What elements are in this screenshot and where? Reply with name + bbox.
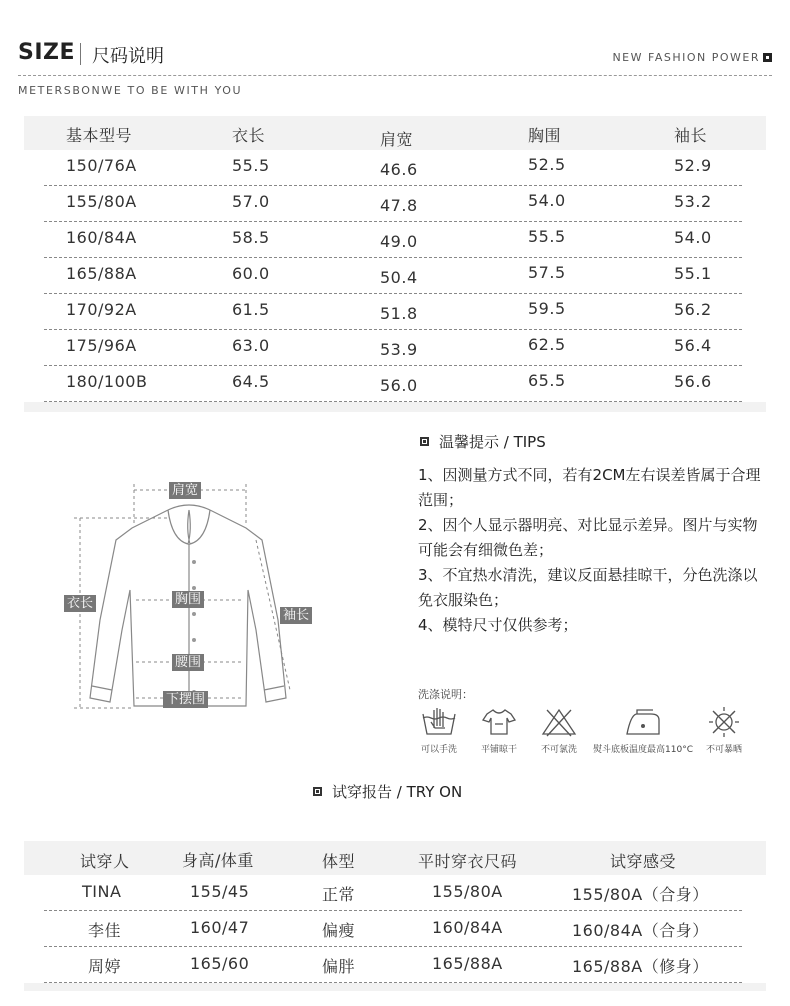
col-header-model: 基本型号 bbox=[66, 126, 133, 145]
size-table-body bbox=[24, 150, 766, 402]
iron-icon bbox=[623, 706, 663, 738]
table-row bbox=[24, 150, 766, 186]
wash-item-flat-dry bbox=[474, 706, 524, 755]
cell-shoulder: 51.8 bbox=[380, 304, 418, 323]
col-header-height-weight: 身高/体重 bbox=[182, 851, 254, 870]
cell-chest: 54.0 bbox=[528, 191, 566, 210]
tryon-table-body bbox=[24, 875, 766, 983]
cell-usual-size: 160/84A bbox=[432, 918, 503, 937]
cell-sleeve: 56.2 bbox=[674, 300, 712, 319]
cell-model: 180/100B bbox=[66, 372, 148, 391]
cell-chest: 65.5 bbox=[528, 371, 566, 390]
title-divider bbox=[80, 43, 81, 65]
cell-length: 63.0 bbox=[232, 336, 270, 355]
wash-item-no-sun bbox=[700, 706, 748, 755]
cell-height-weight: 155/45 bbox=[190, 882, 250, 901]
wash-label: 熨斗底板温度最高110°C bbox=[593, 745, 693, 755]
table-row bbox=[24, 258, 766, 294]
bullet-square-icon bbox=[420, 437, 429, 446]
size-title: SIZE bbox=[18, 40, 76, 65]
cell-model: 150/76A bbox=[66, 156, 137, 175]
label-hem: 下摆围 bbox=[163, 691, 208, 708]
tagline bbox=[612, 51, 772, 64]
table-row bbox=[24, 947, 766, 983]
table-row bbox=[24, 366, 766, 402]
tryon-title bbox=[313, 781, 462, 802]
cell-height-weight: 160/47 bbox=[190, 918, 250, 937]
cell-body-type: 偏胖 bbox=[322, 957, 356, 976]
flat-dry-icon bbox=[479, 706, 519, 738]
brand-subtitle: METERSBONWE TO BE WITH YOU bbox=[18, 84, 243, 97]
label-chest: 胸围 bbox=[172, 591, 204, 608]
cell-shoulder: 56.0 bbox=[380, 376, 418, 395]
cell-length: 60.0 bbox=[232, 264, 270, 283]
col-header-chest: 胸围 bbox=[528, 126, 562, 145]
label-sleeve: 袖长 bbox=[280, 607, 312, 624]
tip-item: 1、因测量方式不同，若有2CM左右误差皆属于合理范围； bbox=[418, 466, 761, 509]
cell-sleeve: 54.0 bbox=[674, 228, 712, 247]
cell-shoulder: 47.8 bbox=[380, 196, 418, 215]
tip-item: 2、因个人显示器明亮、对比显示差异。图片与实物可能会有细微色差； bbox=[418, 516, 758, 559]
cell-model: 160/84A bbox=[66, 228, 137, 247]
wash-item-no-bleach bbox=[534, 706, 584, 755]
wash-label: 不可暴晒 bbox=[705, 745, 742, 755]
cell-chest: 57.5 bbox=[528, 263, 566, 282]
cell-model: 175/96A bbox=[66, 336, 137, 355]
page-header bbox=[0, 0, 790, 110]
hand-wash-icon bbox=[419, 706, 459, 738]
cell-sleeve: 53.2 bbox=[674, 192, 712, 211]
cell-sleeve: 56.4 bbox=[674, 336, 712, 355]
cell-usual-size: 155/80A bbox=[432, 882, 503, 901]
wash-label: 不可氯洗 bbox=[540, 745, 577, 755]
cell-length: 57.0 bbox=[232, 192, 270, 211]
table-row bbox=[24, 222, 766, 258]
cell-person: TINA bbox=[82, 882, 122, 901]
cell-chest: 52.5 bbox=[528, 155, 566, 174]
wash-label: 可以手洗 bbox=[420, 745, 457, 755]
square-icon bbox=[763, 53, 772, 62]
tips-list bbox=[418, 463, 768, 639]
cell-shoulder: 50.4 bbox=[380, 268, 418, 287]
table-row bbox=[24, 911, 766, 947]
col-header-feeling: 试穿感受 bbox=[610, 852, 677, 871]
tagline-text: NEW FASHION POWER bbox=[612, 51, 760, 64]
col-header-shoulder: 肩宽 bbox=[380, 130, 414, 149]
table-row bbox=[24, 186, 766, 222]
cell-feeling: 155/80A（合身） bbox=[572, 885, 709, 904]
cell-shoulder: 46.6 bbox=[380, 160, 418, 179]
cell-shoulder: 53.9 bbox=[380, 340, 418, 359]
col-header-body-type: 体型 bbox=[322, 852, 356, 871]
col-header-person: 试穿人 bbox=[80, 852, 130, 871]
cell-body-type: 正常 bbox=[322, 885, 356, 904]
size-table bbox=[24, 116, 766, 412]
tip-item: 4、模特尺寸仅供参考； bbox=[418, 616, 578, 634]
cell-person: 李佳 bbox=[88, 921, 122, 940]
cell-model: 155/80A bbox=[66, 192, 137, 211]
wash-item-hand bbox=[414, 706, 464, 755]
tips-title-text: 温馨提示 / TIPS bbox=[439, 433, 546, 451]
cell-model: 170/92A bbox=[66, 300, 137, 319]
cell-height-weight: 165/60 bbox=[190, 954, 250, 973]
label-length: 衣长 bbox=[64, 595, 96, 612]
cell-feeling: 160/84A（合身） bbox=[572, 921, 709, 940]
wash-label: 平铺晾干 bbox=[480, 745, 517, 755]
label-shoulder: 肩宽 bbox=[169, 482, 201, 499]
cell-length: 64.5 bbox=[232, 372, 270, 391]
cell-length: 58.5 bbox=[232, 228, 270, 247]
cell-person: 周婷 bbox=[88, 957, 122, 976]
no-bleach-icon bbox=[539, 706, 579, 738]
cell-length: 55.5 bbox=[232, 156, 270, 175]
tryon-table bbox=[24, 841, 766, 991]
cell-chest: 62.5 bbox=[528, 335, 566, 354]
tip-item: 3、不宜热水清洗，建议反面悬挂晾干，分色洗涤以免衣服染色； bbox=[418, 566, 758, 609]
cell-chest: 59.5 bbox=[528, 299, 566, 318]
tryon-table-header bbox=[24, 841, 766, 875]
cell-sleeve: 56.6 bbox=[674, 372, 712, 391]
size-title-cn: 尺码说明 bbox=[92, 46, 164, 67]
table-row bbox=[24, 330, 766, 366]
cell-sleeve: 55.1 bbox=[674, 264, 712, 283]
cell-feeling: 165/88A（修身） bbox=[572, 957, 709, 976]
wash-item-iron bbox=[588, 706, 698, 755]
col-header-usual-size: 平时穿衣尺码 bbox=[418, 852, 518, 871]
col-header-sleeve: 袖长 bbox=[674, 126, 708, 145]
tips-title bbox=[420, 431, 546, 452]
cell-model: 165/88A bbox=[66, 264, 137, 283]
bullet-square-icon bbox=[313, 787, 322, 796]
tryon-title-text: 试穿报告 / TRY ON bbox=[332, 783, 463, 801]
cell-usual-size: 165/88A bbox=[432, 954, 503, 973]
header-divider bbox=[18, 75, 772, 76]
cell-length: 61.5 bbox=[232, 300, 270, 319]
cell-chest: 55.5 bbox=[528, 227, 566, 246]
cell-body-type: 偏瘦 bbox=[322, 921, 356, 940]
table-row bbox=[24, 875, 766, 911]
label-waist: 腰围 bbox=[172, 654, 204, 671]
measurement-diagram bbox=[60, 470, 330, 720]
cell-shoulder: 49.0 bbox=[380, 232, 418, 251]
size-table-header bbox=[24, 116, 766, 150]
col-header-length: 衣长 bbox=[232, 126, 266, 145]
table-row bbox=[24, 294, 766, 330]
no-sun-icon bbox=[704, 706, 744, 738]
wash-title: 洗涤说明： bbox=[418, 688, 473, 701]
cell-sleeve: 52.9 bbox=[674, 156, 712, 175]
